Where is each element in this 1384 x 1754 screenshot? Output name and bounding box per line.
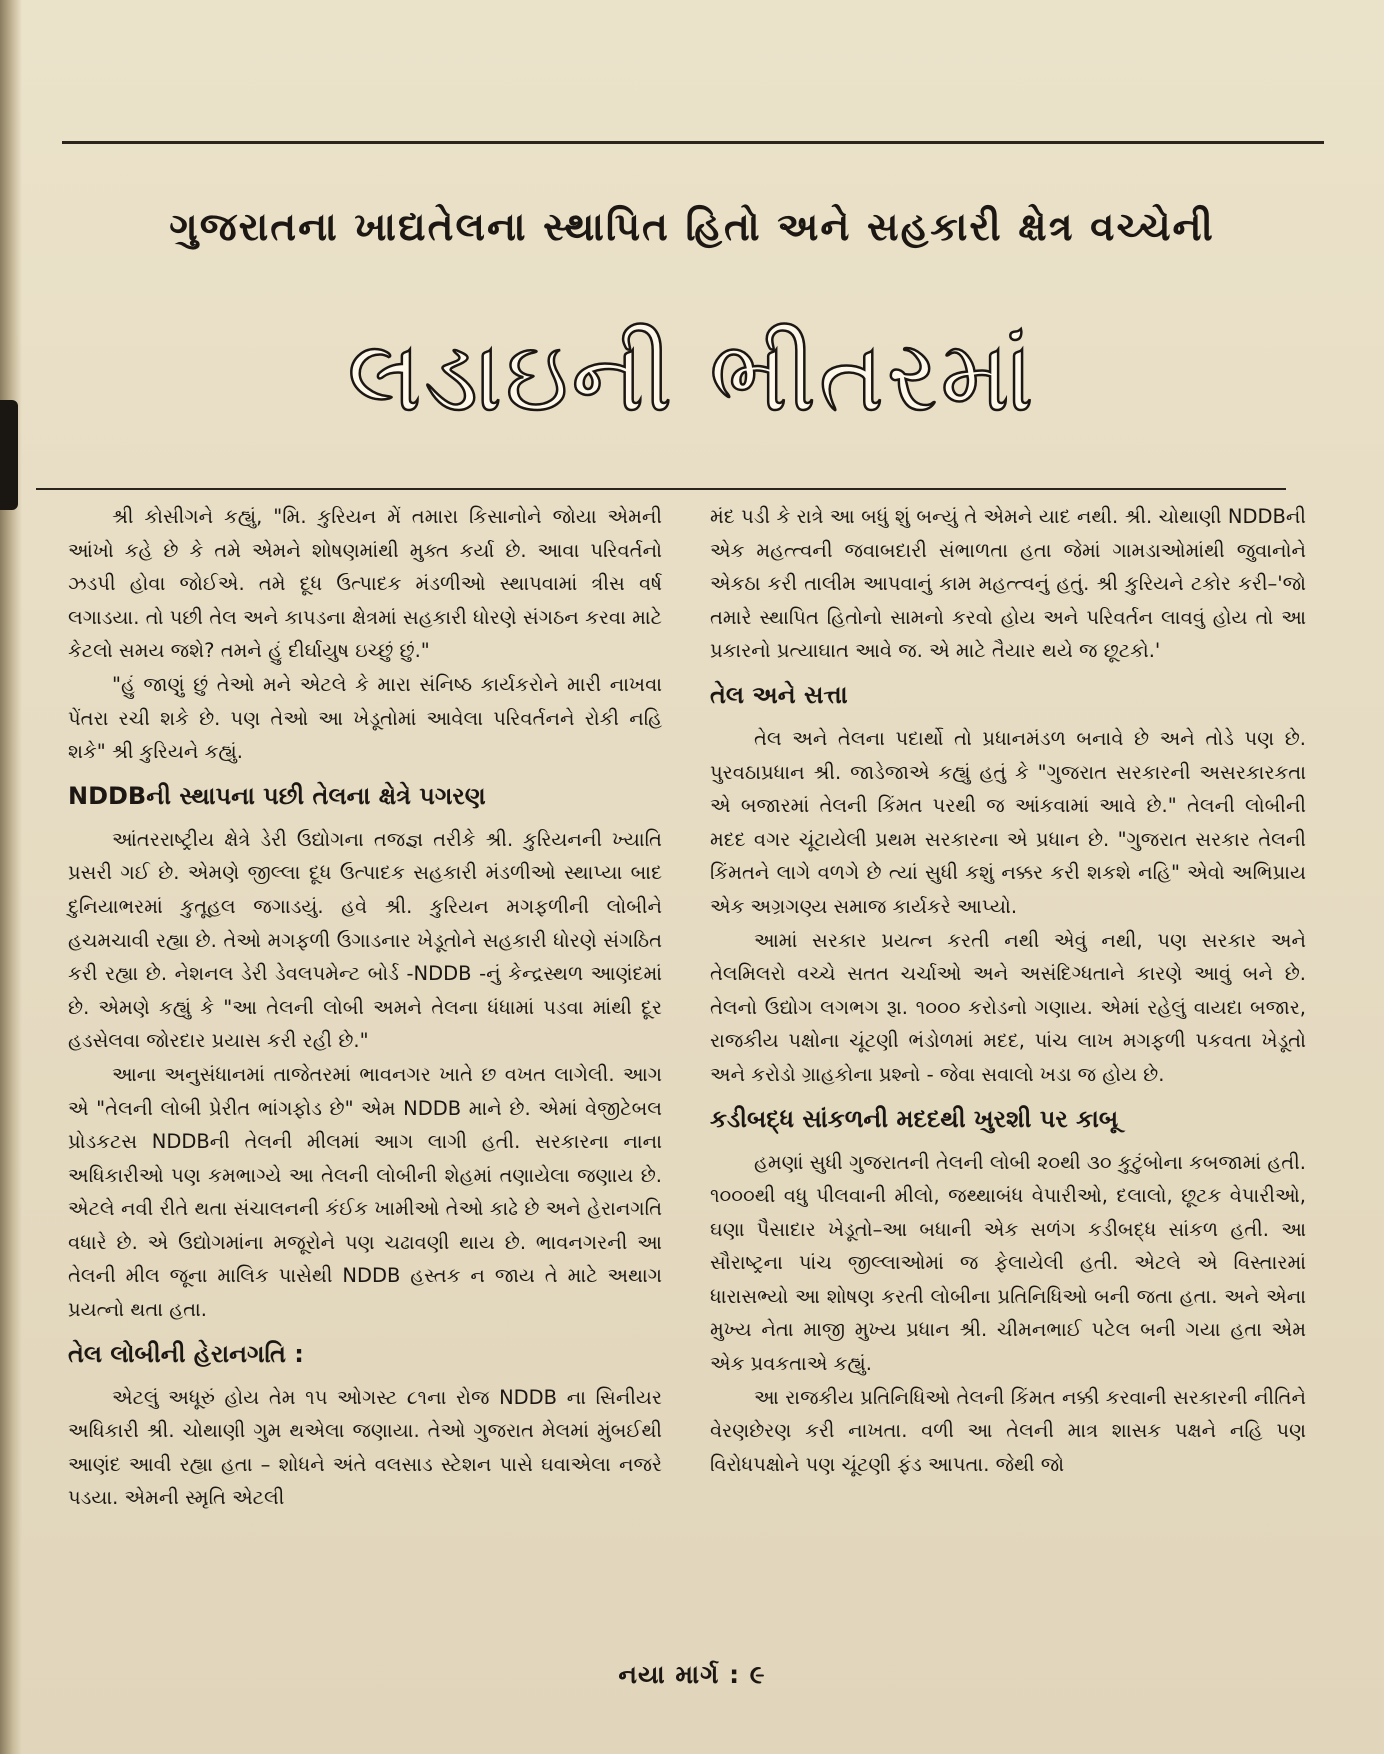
section-heading: તેલ લોબીની હેરાનગતિ : — [68, 1339, 304, 1368]
section-heading: તેલ અને સત્તા — [710, 680, 848, 709]
section-heading: NDDBની સ્થાપના પછી તેલના ક્ષેત્રે પગરણ — [68, 781, 486, 810]
paragraph: "હું જાણું છું તેઓ મને એટલે કે મારા સંનિષ્ઠ કાર્યકરોને મારી નાખવા પેંતરા રચી શકે છે. પણ તેઓ આ ખેડૂતોમાં આવેલા પરિવર્તનને રોકી નહિ શકે" શ્રી કુરિયને કહ્યું. — [68, 672, 662, 764]
paragraph: હમણાં સુધી ગુજરાતની તેલની લોબી ૨૦થી ૩૦ કુટુંબોના કબજામાં હતી. ૧૦૦૦થી વધુ પીલવાની મીલો, જથ્થાબંધ વેપારીઓ, દલાલો, છૂટક વેપારીઓ, ઘણા પૈસાદાર ખેડૂતો–આ બધાની એક સળંગ કડીબદ્ધ સાંકળ હતી. આ સૌરાષ્ટ્રના પાંચ જીલ્લાઓમાં જ ફેલાયેલી હતી. એટલે એ વિસ્તારમાં ધારાસભ્યો આ શોષણ કરતી લોબીના પ્રતિનિધિઓ બની જતા હતા. અને એના મુખ્ય નેતા માજી મુખ્ય પ્રધાન શ્રી. ચીમનભાઈ પટેલ બની ગયા હતા એમ એક પ્રવકતાએ કહ્યું. — [710, 1150, 1306, 1376]
paragraph: આમાં સરકાર પ્રયત્ન કરતી નથી એવું નથી, પણ સરકાર અને તેલમિલરો વચ્ચે સતત ચર્ચાઓ અને અસંદિગ્ધતાને કારણે આવું બને છે. તેલનો ઉદ્યોગ લગભગ રૂા. ૧૦૦૦ કરોડનો ગણાય. એમાં રહેલું વાયદા બજાર, રાજકીય પક્ષોના ચૂંટણી ભંડોળમાં મદદ, પાંચ લાખ મગફળી પકવતા ખેડૂતો અને કરોડો ગ્રાહકોના પ્રશ્નો - જેવા સવાલો ખડા જ હોય છે. — [710, 928, 1306, 1086]
paragraph: તેલ અને તેલના પદાર્થો તો પ્રધાનમંડળ બનાવે છે અને તોડે પણ છે. પુરવઠાપ્રધાન શ્રી. જાડેજાએ કહ્યું હતું કે "ગુજરાત સરકારની અસરકારકતા એ બજારમાં તેલની કિંમત પરથી જ આંકવામાં આવે છે." તેલની લોબીની મદદ વગર ચૂંટાયેલી પ્રથમ સરકારના એ પ્રધાન છે. "ગુજરાત સરકાર તેલની કિંમતને લાગે વળગે છે ત્યાં સુધી કશું નક્કર કરી શકશે નહિ" એવો અભિપ્રાય એક અગ્રગણ્ય સમાજ કાર્યકરે આપ્યો. — [710, 726, 1306, 918]
left-column — [68, 500, 662, 1515]
paragraph: મંદ પડી કે રાત્રે આ બધું શું બન્યું તે એમને યાદ નથી. શ્રી. ચોથાણી NDDBની એક મહત્ત્વની જવાબદારી સંભાળતા હતા જેમાં ગામડાઓમાંથી જુવાનોને એકઠા કરી તાલીમ આપવાનું કામ મહત્ત્વનું હતું. શ્રી કુરિયને ટકોર કરી–'જો તમારે સ્થાપિત હિતોનો સામનો કરવો હોય અને પરિવર્તન લાવવું હોય તો આ પ્રકારનો પ્રત્યાઘાત આવે જ. એ માટે તૈયાર થયે જ છૂટકો.' — [710, 505, 1306, 663]
right-column — [710, 500, 1306, 1481]
paragraph: આંતરરાષ્ટ્રીય ક્ષેત્રે ડેરી ઉદ્યોગના તજજ્ઞ તરીકે શ્રી. કુરિયનની ખ્યાતિ પ્રસરી ગઈ છે. એમણે જીલ્લા દૂધ ઉત્પાદક સહકારી મંડળીઓ સ્થાપ્યા બાદ દુનિયાભરમાં કુતૂહલ જગાડયું. હવે શ્રી. કુરિયન મગફળીની લોબીને હચમચાવી રહ્યા છે. તેઓ મગફળી ઉગાડનાર ખેડૂતોને સહકારી ધોરણે સંગઠિત કરી રહ્યા છે. નેશનલ ડેરી ડેવલપમેન્ટ બોર્ડ -NDDB -નું કેન્દ્રસ્થળ આણંદમાં છે. એમણે કહ્યું કે "આ તેલની લોબી અમને તેલના ધંધામાં પડવા માંથી દૂર હડસેલવા જોરદાર પ્રયાસ કરી રહી છે." — [68, 827, 662, 1053]
paragraph: આ રાજકીય પ્રતિનિધિઓ તેલની કિંમત નક્કી કરવાની સરકારની નીતિને વેરણછેરણ કરી નાખતા. વળી આ તેલની માત્ર શાસક પક્ષને નહિ પણ વિરોધપક્ષોને પણ ચૂંટણી ફંડ આપતા. જેથી જો — [710, 1385, 1306, 1476]
page-edge-shadow — [0, 0, 22, 1754]
top-rule — [62, 141, 1324, 144]
headline-bottom-rule — [36, 488, 1286, 490]
paragraph: એટલું અધૂરું હોય તેમ ૧૫ ઓગસ્ટ ૮૧ના રોજ NDDB ના સિનીયર અધિકારી શ્રી. ચોથાણી ગુમ થએલા જણાયા. તેઓ ગુજરાત મેલમાં મુંબઈથી આણંદ આવી રહ્યા હતા – શોધને અંતે વલસાડ સ્ટેશન પાસે ઘવાએલા નજરે પડયા. એમની સ્મૃતિ એટલી — [68, 1385, 662, 1510]
paragraph: આના અનુસંધાનમાં તાજેતરમાં ભાવનગર ખાતે છ વખત લાગેલી. આગ એ "તેલની લોબી પ્રેરીત ભાંગફોડ છે" એમ NDDB માને છે. એમાં વેજીટેબલ પ્રોડકટસ NDDBની તેલની મીલમાં આગ લાગી હતી. સરકારના નાના અધિકારીઓ પણ કમભાગ્યે આ તેલની લોબીની શેહમાં તણાયેલા જણાય છે. એટલે નવી રીતે થતા સંચાલનની કંઈક ખામીઓ તેઓ કાઢે છે અને હેરાનગતિ વધારે છે. એ ઉદ્યોગમાંના મજૂરોને પણ ચઢાવણી થાય છે. ભાવનગરની આ તેલની મીલ જૂના માલિક પાસેથી NDDB હસ્તક ન જાય તે માટે અથાગ પ્રયત્નો થતા હતા. — [68, 1062, 662, 1322]
section-heading: કડીબદ્ધ સાંકળની મદદથી ખુરશી પર કાબૂ — [710, 1104, 1119, 1133]
page-footer: નયા માર્ગ : ૯ — [618, 1660, 766, 1689]
paragraph: શ્રી કોસીગને કહ્યું, "મિ. કુરિયન મેં તમારા કિસાનોને જોયા એમની આંખો કહે છે કે તમે એમને શોષણમાંથી મુક્ત કર્યા છે. આવા પરિવર્તનો ઝડપી હોવા જોઈએ. તમે દૂધ ઉત્પાદક મંડળીઓ સ્થાપવામાં ત્રીસ વર્ષ લગાડયા. તો પછી તેલ અને કાપડના ક્ષેત્રમાં સહકારી ધોરણે સંગઠન કરવા માટે કેટલો સમય જશે? તમને હું દીર્ઘાયુષ ઇચ્છું છું." — [68, 505, 662, 663]
article-headline: લડાઇની ભીતરમાં — [347, 320, 1037, 434]
article-kicker: ગુજરાતના ખાદ્યતેલના સ્થાપિત હિતો અને સહકારી ક્ષેત્ર વચ્ચેની — [169, 205, 1215, 250]
